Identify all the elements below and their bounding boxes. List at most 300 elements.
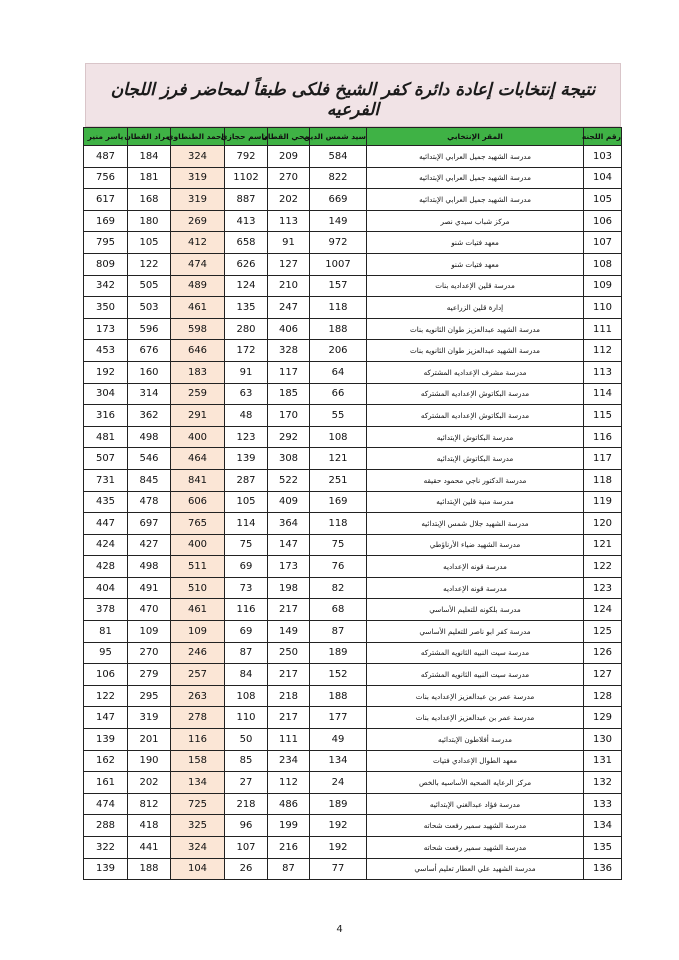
- vote-count-cell: 319: [128, 707, 171, 729]
- vote-count-cell: 108: [225, 685, 268, 707]
- vote-count-cell: 172: [225, 340, 268, 362]
- vote-count-cell: 319: [171, 167, 225, 189]
- polling-center-cell: مدرسة البكاتوش الإبتدائيه: [367, 426, 584, 448]
- vote-count-cell: 792: [225, 146, 268, 168]
- table-row: [84, 837, 622, 859]
- table-row: [84, 577, 622, 599]
- polling-center-cell: مدرسة قونه الإعداديه: [367, 556, 584, 578]
- vote-count-cell: 626: [225, 253, 268, 275]
- polling-center-cell: مدرسة منية قلين الإبتدائيه: [367, 491, 584, 513]
- committee-number-cell: 124: [584, 599, 622, 621]
- header-row: [84, 128, 622, 146]
- vote-count-cell: 49: [310, 729, 367, 751]
- committee-number-cell: 105: [584, 189, 622, 211]
- vote-count-cell: 87: [268, 858, 310, 880]
- table-row: [84, 318, 622, 340]
- vote-count-cell: 676: [128, 340, 171, 362]
- vote-count-cell: 795: [84, 232, 128, 254]
- vote-count-cell: 287: [225, 469, 268, 491]
- vote-count-cell: 209: [268, 146, 310, 168]
- polling-center-cell: مدرسة سيت النبيه الثانويه المشتركه: [367, 642, 584, 664]
- vote-count-cell: 134: [310, 750, 367, 772]
- vote-count-cell: 424: [84, 534, 128, 556]
- vote-count-cell: 189: [310, 642, 367, 664]
- committee-number-cell: 128: [584, 685, 622, 707]
- table-row: [84, 729, 622, 751]
- vote-count-cell: 887: [225, 189, 268, 211]
- vote-count-cell: 116: [171, 729, 225, 751]
- committee-number-cell: 113: [584, 361, 622, 383]
- vote-count-cell: 63: [225, 383, 268, 405]
- vote-count-cell: 202: [128, 772, 171, 794]
- vote-count-cell: 173: [84, 318, 128, 340]
- polling-center-cell: مدرسة عمر بن عبدالعزيز الإعداديه بنات: [367, 685, 584, 707]
- table-row: [84, 707, 622, 729]
- vote-count-cell: 1102: [225, 167, 268, 189]
- vote-count-cell: 104: [171, 858, 225, 880]
- table-row: [84, 275, 622, 297]
- vote-count-cell: 511: [171, 556, 225, 578]
- vote-count-cell: 69: [225, 621, 268, 643]
- vote-count-cell: 246: [171, 642, 225, 664]
- vote-count-cell: 606: [171, 491, 225, 513]
- vote-count-cell: 106: [84, 664, 128, 686]
- vote-count-cell: 162: [84, 750, 128, 772]
- committee-number-cell: 120: [584, 513, 622, 535]
- table-row: [84, 210, 622, 232]
- table-row: [84, 383, 622, 405]
- vote-count-cell: 113: [268, 210, 310, 232]
- vote-count-cell: 598: [171, 318, 225, 340]
- vote-count-cell: 192: [84, 361, 128, 383]
- vote-count-cell: 453: [84, 340, 128, 362]
- vote-count-cell: 169: [84, 210, 128, 232]
- table-row: [84, 642, 622, 664]
- vote-count-cell: 845: [128, 469, 171, 491]
- polling-center-cell: مدرسة الشهيد سمير رفعت شحاته: [367, 815, 584, 837]
- vote-count-cell: 263: [171, 685, 225, 707]
- table-row: [84, 621, 622, 643]
- vote-count-cell: 250: [268, 642, 310, 664]
- vote-count-cell: 189: [310, 793, 367, 815]
- vote-count-cell: 319: [171, 189, 225, 211]
- polling-center-cell: مدرسة عمر بن عبدالعزيز الإعداديه بنات: [367, 707, 584, 729]
- committee-number-cell: 125: [584, 621, 622, 643]
- vote-count-cell: 183: [171, 361, 225, 383]
- vote-count-cell: 192: [310, 837, 367, 859]
- vote-count-cell: 217: [268, 707, 310, 729]
- vote-count-cell: 658: [225, 232, 268, 254]
- vote-count-cell: 412: [171, 232, 225, 254]
- vote-count-cell: 118: [310, 297, 367, 319]
- column-header: احمد الطنطاوي: [171, 128, 225, 146]
- vote-count-cell: 522: [268, 469, 310, 491]
- vote-count-cell: 91: [225, 361, 268, 383]
- vote-count-cell: 474: [171, 253, 225, 275]
- vote-count-cell: 669: [310, 189, 367, 211]
- polling-center-cell: مدرسة الشهيد جميل العرابي الإبتدائيه: [367, 167, 584, 189]
- vote-count-cell: 188: [128, 858, 171, 880]
- table-row: [84, 253, 622, 275]
- vote-count-cell: 510: [171, 577, 225, 599]
- committee-number-cell: 104: [584, 167, 622, 189]
- committee-number-cell: 106: [584, 210, 622, 232]
- committee-number-cell: 111: [584, 318, 622, 340]
- vote-count-cell: 210: [268, 275, 310, 297]
- vote-count-cell: 147: [268, 534, 310, 556]
- vote-count-cell: 447: [84, 513, 128, 535]
- vote-count-cell: 180: [128, 210, 171, 232]
- vote-count-cell: 123: [225, 426, 268, 448]
- polling-center-cell: مدرسة الشهيد عبدالعزيز طوان الثانويه بنات: [367, 340, 584, 362]
- polling-center-cell: مركز شباب سيدي نصر: [367, 210, 584, 232]
- vote-count-cell: 84: [225, 664, 268, 686]
- vote-count-cell: 489: [171, 275, 225, 297]
- committee-number-cell: 135: [584, 837, 622, 859]
- vote-count-cell: 697: [128, 513, 171, 535]
- vote-count-cell: 257: [171, 664, 225, 686]
- vote-count-cell: 505: [128, 275, 171, 297]
- vote-count-cell: 218: [268, 685, 310, 707]
- table-row: [84, 664, 622, 686]
- polling-center-cell: مدرسة الشهيد سمير رفعت شحاته: [367, 837, 584, 859]
- column-header: محي القطان: [268, 128, 310, 146]
- vote-count-cell: 169: [310, 491, 367, 513]
- polling-center-cell: مدرسة قونه الإعداديه: [367, 577, 584, 599]
- table-row: [84, 361, 622, 383]
- table-row: [84, 146, 622, 168]
- vote-count-cell: 122: [84, 685, 128, 707]
- vote-count-cell: 124: [225, 275, 268, 297]
- table-row: [84, 556, 622, 578]
- table-row: [84, 793, 622, 815]
- committee-number-cell: 121: [584, 534, 622, 556]
- vote-count-cell: 107: [225, 837, 268, 859]
- polling-center-cell: مدرسة الدكتور ناجي محمود حقيقه: [367, 469, 584, 491]
- vote-count-cell: 546: [128, 448, 171, 470]
- table-row: [84, 167, 622, 189]
- column-header: ياسر منير: [84, 128, 128, 146]
- vote-count-cell: 288: [84, 815, 128, 837]
- vote-count-cell: 292: [268, 426, 310, 448]
- vote-count-cell: 77: [310, 858, 367, 880]
- table-row: [84, 513, 622, 535]
- vote-count-cell: 406: [268, 318, 310, 340]
- column-header: مراد القطان: [128, 128, 171, 146]
- vote-count-cell: 400: [171, 426, 225, 448]
- vote-count-cell: 218: [225, 793, 268, 815]
- vote-count-cell: 314: [128, 383, 171, 405]
- vote-count-cell: 111: [268, 729, 310, 751]
- vote-count-cell: 68: [310, 599, 367, 621]
- vote-count-cell: 428: [84, 556, 128, 578]
- vote-count-cell: 328: [268, 340, 310, 362]
- vote-count-cell: 48: [225, 405, 268, 427]
- polling-center-cell: مركز الرعايه الصحيه الأساسيه بالخص: [367, 772, 584, 794]
- vote-count-cell: 96: [225, 815, 268, 837]
- page-title: نتيجة إنتخابات إعادة دائرة كفر الشيخ فلكى طبقاً لمحاضر فرز اللجان الفرعيه: [110, 80, 596, 120]
- vote-count-cell: 822: [310, 167, 367, 189]
- vote-count-cell: 646: [171, 340, 225, 362]
- table-row: [84, 469, 622, 491]
- committee-number-cell: 136: [584, 858, 622, 880]
- vote-count-cell: 324: [171, 146, 225, 168]
- vote-count-cell: 64: [310, 361, 367, 383]
- vote-count-cell: 199: [268, 815, 310, 837]
- polling-center-cell: مدرسة الشهيد جميل العرابي الإبتدائيه: [367, 189, 584, 211]
- vote-count-cell: 198: [268, 577, 310, 599]
- column-header: باسم حجازي: [225, 128, 268, 146]
- vote-count-cell: 181: [128, 167, 171, 189]
- vote-count-cell: 26: [225, 858, 268, 880]
- committee-number-cell: 119: [584, 491, 622, 513]
- vote-count-cell: 427: [128, 534, 171, 556]
- vote-count-cell: 168: [128, 189, 171, 211]
- vote-count-cell: 170: [268, 405, 310, 427]
- vote-count-cell: 122: [128, 253, 171, 275]
- vote-count-cell: 342: [84, 275, 128, 297]
- committee-number-cell: 116: [584, 426, 622, 448]
- committee-number-cell: 107: [584, 232, 622, 254]
- vote-count-cell: 617: [84, 189, 128, 211]
- committee-number-cell: 122: [584, 556, 622, 578]
- vote-count-cell: 135: [225, 297, 268, 319]
- polling-center-cell: مدرسة الشهيد جلال شمس الإبتدائيه: [367, 513, 584, 535]
- vote-count-cell: 152: [310, 664, 367, 686]
- committee-number-cell: 117: [584, 448, 622, 470]
- table-row: [84, 340, 622, 362]
- vote-count-cell: 234: [268, 750, 310, 772]
- results-table: [83, 127, 622, 880]
- vote-count-cell: 812: [128, 793, 171, 815]
- polling-center-cell: مدرسة سيت النبيه الثانويه المشتركه: [367, 664, 584, 686]
- vote-count-cell: 75: [310, 534, 367, 556]
- vote-count-cell: 269: [171, 210, 225, 232]
- vote-count-cell: 316: [84, 405, 128, 427]
- polling-center-cell: مدرسة الشهيد ضياء الأرناؤطي: [367, 534, 584, 556]
- vote-count-cell: 50: [225, 729, 268, 751]
- table-row: [84, 426, 622, 448]
- vote-count-cell: 507: [84, 448, 128, 470]
- vote-count-cell: 177: [310, 707, 367, 729]
- vote-count-cell: 474: [84, 793, 128, 815]
- vote-count-cell: 584: [310, 146, 367, 168]
- vote-count-cell: 461: [171, 599, 225, 621]
- vote-count-cell: 435: [84, 491, 128, 513]
- vote-count-cell: 55: [310, 405, 367, 427]
- table-row: [84, 534, 622, 556]
- committee-number-cell: 131: [584, 750, 622, 772]
- polling-center-cell: مدرسة البكاتوش الإعداديه المشتركه: [367, 383, 584, 405]
- table-row: [84, 772, 622, 794]
- vote-count-cell: 378: [84, 599, 128, 621]
- vote-count-cell: 418: [128, 815, 171, 837]
- vote-count-cell: 498: [128, 556, 171, 578]
- vote-count-cell: 139: [225, 448, 268, 470]
- vote-count-cell: 756: [84, 167, 128, 189]
- vote-count-cell: 87: [225, 642, 268, 664]
- vote-count-cell: 217: [268, 664, 310, 686]
- vote-count-cell: 409: [268, 491, 310, 513]
- vote-count-cell: 404: [84, 577, 128, 599]
- polling-center-cell: مدرسة الشهيد جميل العرابي الإبتدائيه: [367, 146, 584, 168]
- committee-number-cell: 134: [584, 815, 622, 837]
- vote-count-cell: 972: [310, 232, 367, 254]
- vote-count-cell: 109: [171, 621, 225, 643]
- polling-center-cell: مدرسة قلين الإعداديه بنات: [367, 275, 584, 297]
- vote-count-cell: 82: [310, 577, 367, 599]
- vote-count-cell: 190: [128, 750, 171, 772]
- vote-count-cell: 1007: [310, 253, 367, 275]
- vote-count-cell: 217: [268, 599, 310, 621]
- polling-center-cell: مدرسة بلكونه للتعليم الأساسي: [367, 599, 584, 621]
- polling-center-cell: مدرسة البكاتوش الإبتدائيه: [367, 448, 584, 470]
- vote-count-cell: 108: [310, 426, 367, 448]
- vote-count-cell: 85: [225, 750, 268, 772]
- page-number: 4: [336, 924, 343, 935]
- vote-count-cell: 350: [84, 297, 128, 319]
- vote-count-cell: 478: [128, 491, 171, 513]
- committee-number-cell: 103: [584, 146, 622, 168]
- table-row: [84, 232, 622, 254]
- vote-count-cell: 809: [84, 253, 128, 275]
- committee-number-cell: 108: [584, 253, 622, 275]
- vote-count-cell: 116: [225, 599, 268, 621]
- vote-count-cell: 105: [225, 491, 268, 513]
- column-header: المقر الإنتخابي: [367, 128, 584, 146]
- vote-count-cell: 81: [84, 621, 128, 643]
- table-row: [84, 189, 622, 211]
- vote-count-cell: 76: [310, 556, 367, 578]
- table-row: [84, 297, 622, 319]
- polling-center-cell: مدرسة أفلاطون الإبتدائيه: [367, 729, 584, 751]
- vote-count-cell: 69: [225, 556, 268, 578]
- committee-number-cell: 115: [584, 405, 622, 427]
- vote-count-cell: 160: [128, 361, 171, 383]
- vote-count-cell: 184: [128, 146, 171, 168]
- vote-count-cell: 114: [225, 513, 268, 535]
- vote-count-cell: 206: [310, 340, 367, 362]
- vote-count-cell: 112: [268, 772, 310, 794]
- vote-count-cell: 73: [225, 577, 268, 599]
- committee-number-cell: 127: [584, 664, 622, 686]
- vote-count-cell: 324: [171, 837, 225, 859]
- vote-count-cell: 247: [268, 297, 310, 319]
- title-banner: [85, 63, 621, 127]
- vote-count-cell: 362: [128, 405, 171, 427]
- committee-number-cell: 133: [584, 793, 622, 815]
- vote-count-cell: 308: [268, 448, 310, 470]
- vote-count-cell: 118: [310, 513, 367, 535]
- vote-count-cell: 188: [310, 318, 367, 340]
- vote-count-cell: 325: [171, 815, 225, 837]
- vote-count-cell: 503: [128, 297, 171, 319]
- vote-count-cell: 201: [128, 729, 171, 751]
- vote-count-cell: 765: [171, 513, 225, 535]
- vote-count-cell: 279: [128, 664, 171, 686]
- committee-number-cell: 114: [584, 383, 622, 405]
- table-row: [84, 491, 622, 513]
- vote-count-cell: 109: [128, 621, 171, 643]
- vote-count-cell: 139: [84, 729, 128, 751]
- vote-count-cell: 139: [84, 858, 128, 880]
- vote-count-cell: 110: [225, 707, 268, 729]
- vote-count-cell: 105: [128, 232, 171, 254]
- polling-center-cell: مدرسة الشهيد عبدالعزيز طوان الثانويه بنات: [367, 318, 584, 340]
- table-row: [84, 685, 622, 707]
- vote-count-cell: 202: [268, 189, 310, 211]
- vote-count-cell: 487: [84, 146, 128, 168]
- vote-count-cell: 280: [225, 318, 268, 340]
- vote-count-cell: 596: [128, 318, 171, 340]
- committee-number-cell: 130: [584, 729, 622, 751]
- vote-count-cell: 95: [84, 642, 128, 664]
- vote-count-cell: 259: [171, 383, 225, 405]
- vote-count-cell: 364: [268, 513, 310, 535]
- vote-count-cell: 470: [128, 599, 171, 621]
- vote-count-cell: 304: [84, 383, 128, 405]
- polling-center-cell: معهد الطوال الإعدادي فتيات: [367, 750, 584, 772]
- vote-count-cell: 486: [268, 793, 310, 815]
- vote-count-cell: 192: [310, 815, 367, 837]
- committee-number-cell: 112: [584, 340, 622, 362]
- vote-count-cell: 251: [310, 469, 367, 491]
- vote-count-cell: 216: [268, 837, 310, 859]
- vote-count-cell: 149: [268, 621, 310, 643]
- vote-count-cell: 400: [171, 534, 225, 556]
- vote-count-cell: 149: [310, 210, 367, 232]
- polling-center-cell: معهد فتيات شنو: [367, 253, 584, 275]
- committee-number-cell: 123: [584, 577, 622, 599]
- polling-center-cell: مدرسة البكاتوش الإعداديه المشتركه: [367, 405, 584, 427]
- table-body: [84, 146, 622, 880]
- vote-count-cell: 161: [84, 772, 128, 794]
- polling-center-cell: مدرسة مشرف الإعداديه المشتركه: [367, 361, 584, 383]
- vote-count-cell: 188: [310, 685, 367, 707]
- table-row: [84, 750, 622, 772]
- column-header: رقم اللجنه: [584, 128, 622, 146]
- vote-count-cell: 322: [84, 837, 128, 859]
- vote-count-cell: 491: [128, 577, 171, 599]
- vote-count-cell: 91: [268, 232, 310, 254]
- vote-count-cell: 134: [171, 772, 225, 794]
- vote-count-cell: 24: [310, 772, 367, 794]
- vote-count-cell: 157: [310, 275, 367, 297]
- committee-number-cell: 109: [584, 275, 622, 297]
- vote-count-cell: 121: [310, 448, 367, 470]
- vote-count-cell: 278: [171, 707, 225, 729]
- vote-count-cell: 66: [310, 383, 367, 405]
- table-row: [84, 858, 622, 880]
- table-row: [84, 448, 622, 470]
- polling-center-cell: مدرسة الشهيد علي العطار تعليم أساسي: [367, 858, 584, 880]
- table-row: [84, 815, 622, 837]
- vote-count-cell: 27: [225, 772, 268, 794]
- vote-count-cell: 464: [171, 448, 225, 470]
- vote-count-cell: 481: [84, 426, 128, 448]
- vote-count-cell: 295: [128, 685, 171, 707]
- vote-count-cell: 75: [225, 534, 268, 556]
- vote-count-cell: 498: [128, 426, 171, 448]
- vote-count-cell: 731: [84, 469, 128, 491]
- vote-count-cell: 291: [171, 405, 225, 427]
- vote-count-cell: 270: [128, 642, 171, 664]
- vote-count-cell: 461: [171, 297, 225, 319]
- committee-number-cell: 129: [584, 707, 622, 729]
- column-header: سيد شمس الدين: [310, 128, 367, 146]
- vote-count-cell: 173: [268, 556, 310, 578]
- table-row: [84, 405, 622, 427]
